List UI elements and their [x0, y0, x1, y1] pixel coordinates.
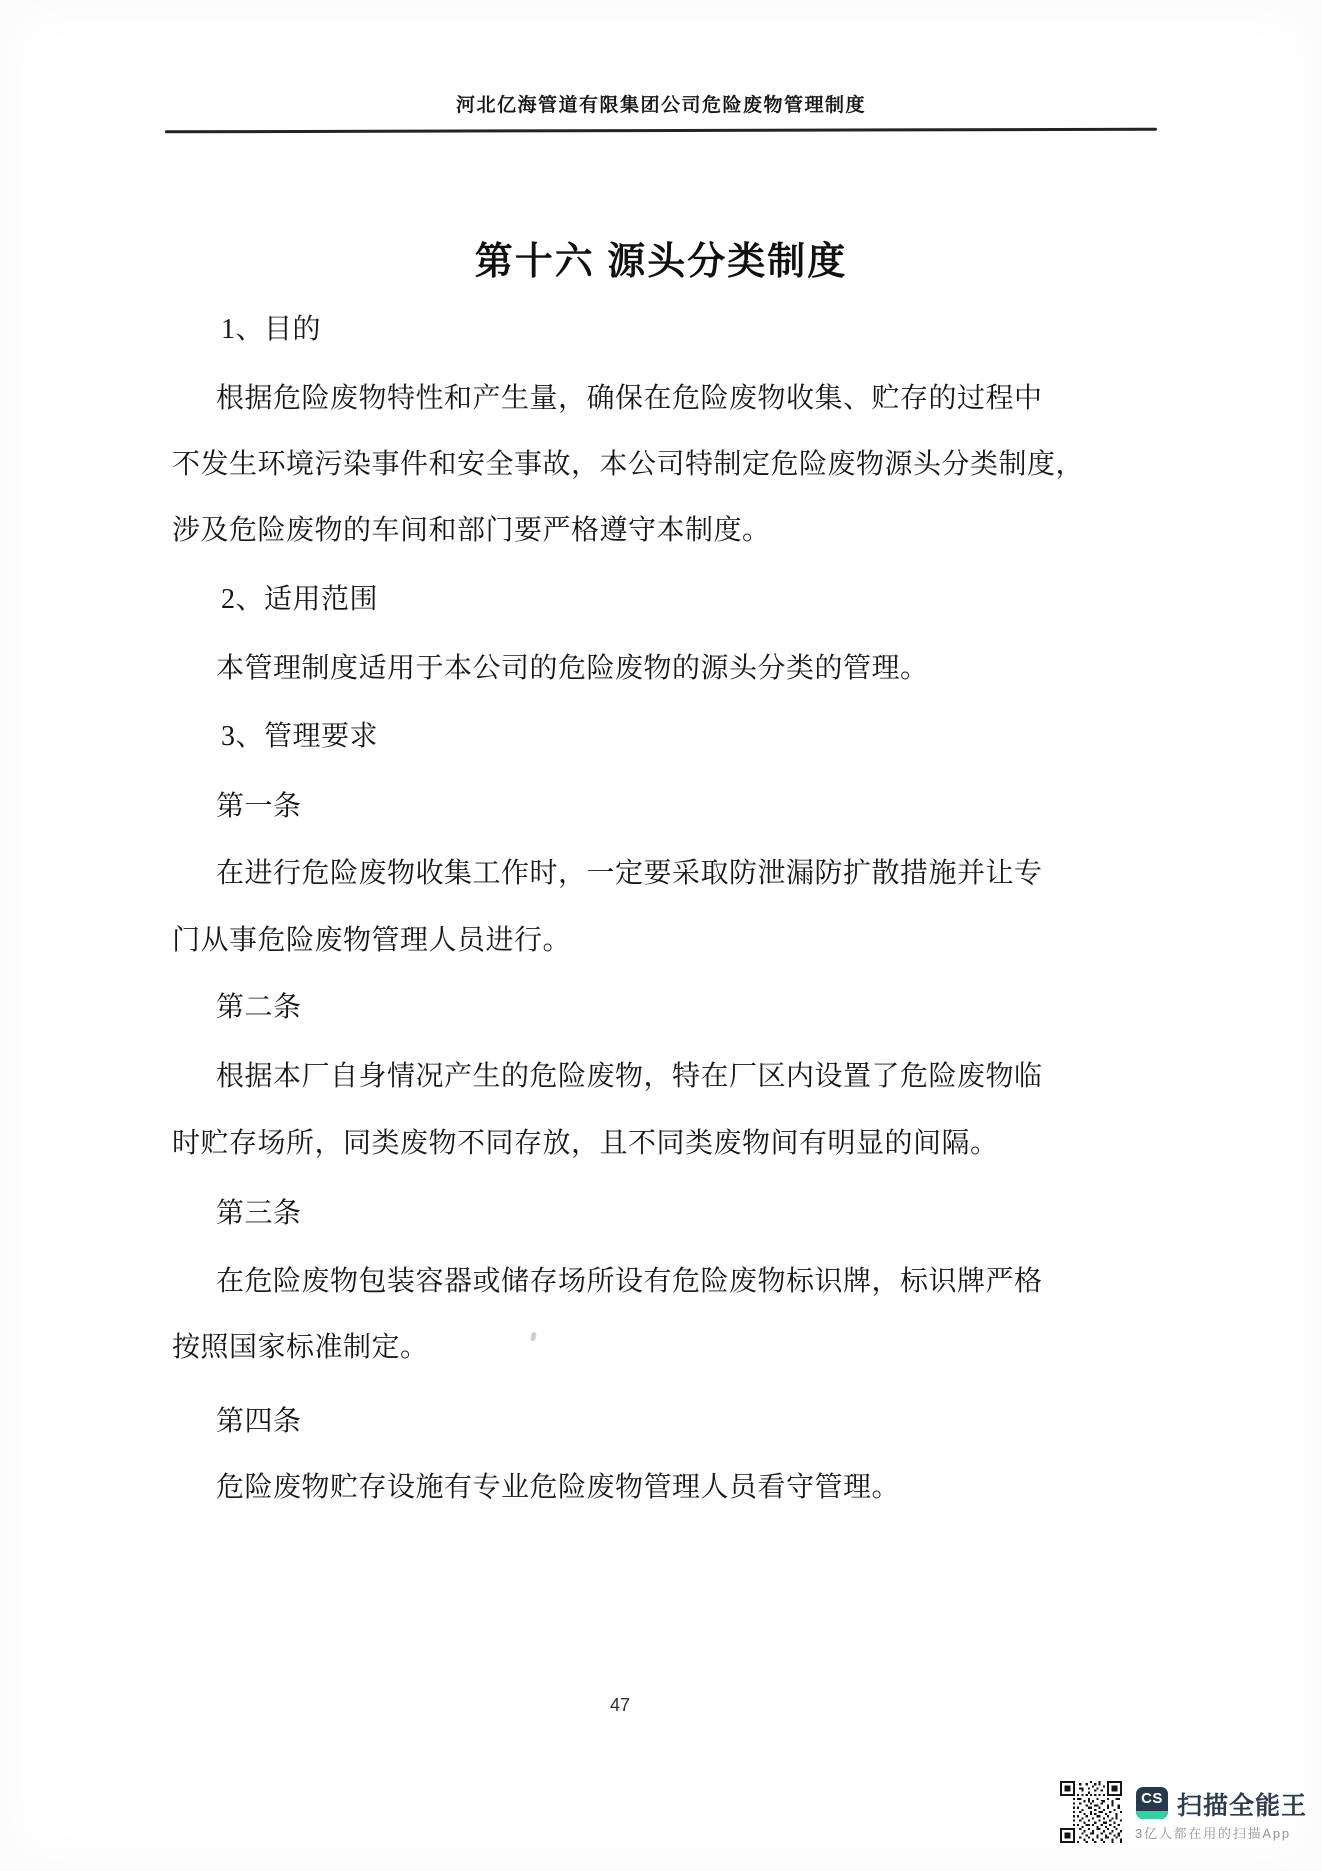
paragraph-line: 门从事危险废物管理人员进行。: [172, 925, 572, 956]
clause-heading-3: 第三条: [216, 1198, 302, 1229]
paragraph-line: 按照国家标准制定。: [172, 1332, 429, 1363]
paragraph-line: 涉及危险废物的车间和部门要严格遵守本制度。: [172, 515, 771, 546]
document-header: 河北亿海管道有限集团公司危险废物管理制度: [455, 95, 866, 116]
paragraph-line: 不发生环境污染事件和安全事故，本公司特制定危险废物源头分类制度，: [172, 449, 1085, 480]
clause-heading-4: 第四条: [216, 1406, 302, 1437]
camscanner-app-icon: [1136, 1787, 1168, 1819]
paragraph-line: 根据危险废物特性和产生量，确保在危险废物收集、贮存的过程中: [216, 383, 1043, 414]
paragraph-line: 根据本厂自身情况产生的危险废物，特在厂区内设置了危险废物临: [216, 1061, 1043, 1092]
section-heading-requirements: 3、管理要求: [221, 721, 379, 752]
clause-heading-1: 第一条: [216, 791, 302, 822]
camscanner-icon-label: CS: [1141, 1790, 1163, 1807]
section-heading-scope: 2、适用范围: [221, 584, 379, 615]
paragraph-line: 危险废物贮存设施有专业危险废物管理人员看守管理。: [216, 1472, 901, 1503]
section-heading-purpose: 1、目的: [221, 314, 322, 345]
paragraph-line: 在危险废物包装容器或储存场所设有危险废物标识牌，标识牌严格: [216, 1266, 1043, 1297]
paragraph-line: 时贮存场所，同类废物不同存放，且不同类废物间有明显的间隔。: [172, 1128, 999, 1159]
camscanner-tagline: 3亿人都在用的扫描App: [1135, 1826, 1291, 1841]
paragraph-line: 本管理制度适用于本公司的危险废物的源头分类的管理。: [216, 653, 929, 684]
paragraph-line: 在进行危险废物收集工作时，一定要采取防泄漏防扩散措施并让专: [216, 858, 1043, 889]
clause-heading-2: 第二条: [216, 992, 302, 1023]
scan-artifact: [530, 1332, 537, 1342]
camscanner-icon-scanline: [1136, 1811, 1168, 1819]
page-title: 第十六 源头分类制度: [474, 241, 848, 283]
camscanner-app-name: 扫描全能王: [1177, 1792, 1308, 1820]
page-number: 47: [609, 1695, 631, 1715]
header-rule: [165, 128, 1157, 134]
qr-code-icon: [1060, 1781, 1122, 1843]
